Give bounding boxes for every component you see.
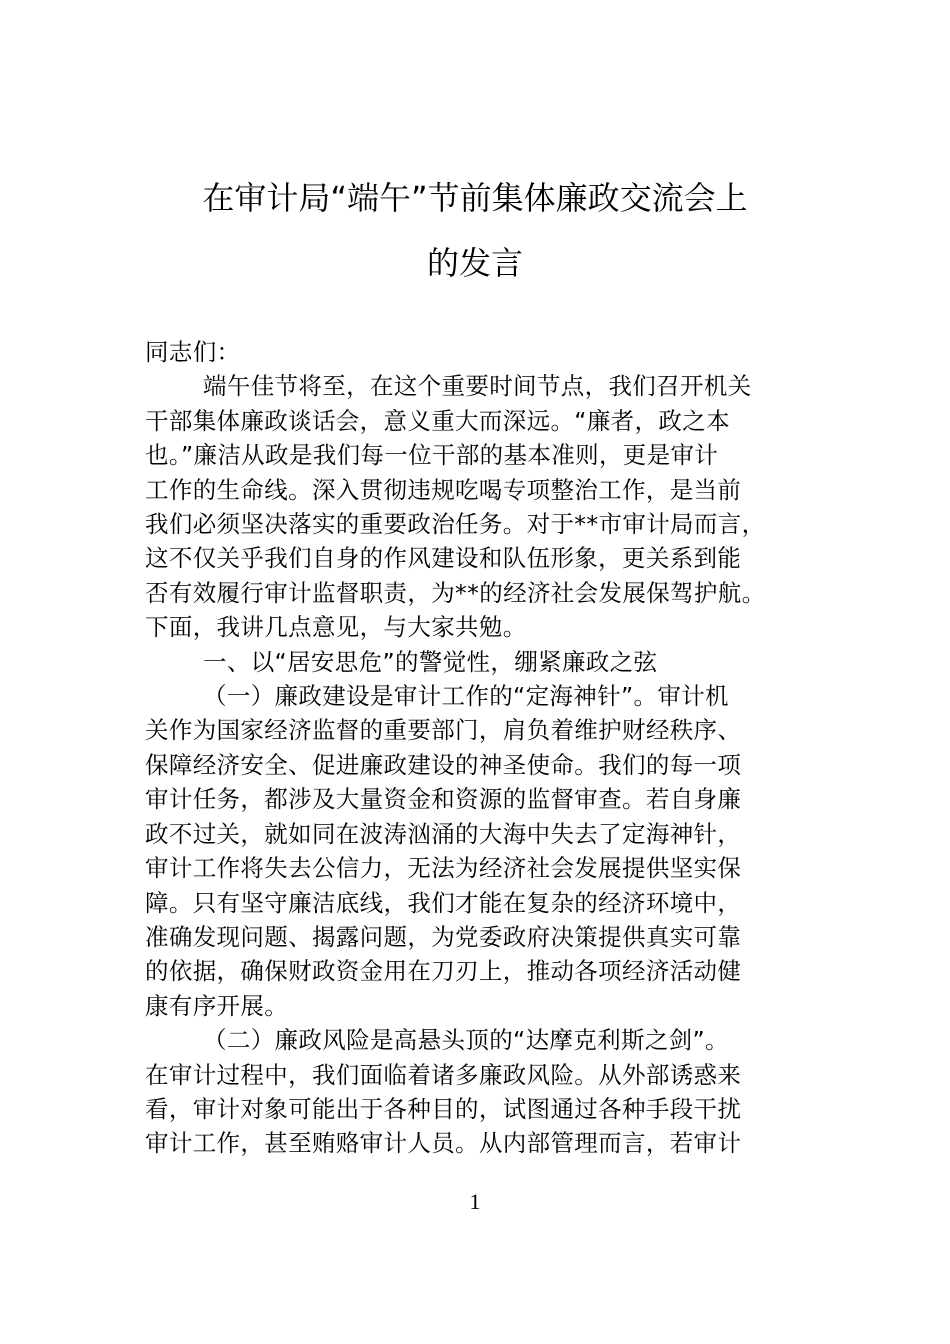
page-number: 1 bbox=[469, 1189, 481, 1214]
text-line: 下面，我讲几点意见，与大家共勉。 bbox=[145, 613, 527, 642]
text-line: 审计任务，都涉及大量资金和资源的监督审查。若自身廉 bbox=[145, 785, 742, 814]
text-line: 也。”廉洁从政是我们每一位干部的基本准则，更是审计 bbox=[145, 441, 719, 470]
text-line: 障。只有坚守廉洁底线，我们才能在复杂的经济环境中， bbox=[145, 888, 742, 917]
text-line: 端午佳节将至，在这个重要时间节点，我们召开机关 bbox=[203, 372, 752, 401]
section-heading-text: 一、以“居安思危”的警觉性，绷紧廉政之弦 bbox=[203, 647, 658, 676]
text-line: 审计工作将失去公信力，无法为经济社会发展提供坚实保 bbox=[145, 854, 742, 883]
text-line: 准确发现问题、揭露问题，为党委政府决策提供真实可靠 bbox=[145, 922, 742, 951]
document-body bbox=[145, 335, 810, 1161]
text-line: 政不过关，就如同在波涛汹涌的大海中失去了定海神针， bbox=[145, 819, 742, 848]
text-line: 审计工作，甚至贿赂审计人员。从内部管理而言，若审计 bbox=[145, 1129, 742, 1158]
text-line: 我们必须坚决落实的重要政治任务。对于**市审计局而言， bbox=[145, 510, 766, 539]
text-line: 工作的生命线。深入贯彻违规吃喝专项整治工作，是当前 bbox=[145, 475, 742, 504]
text-line: 否有效履行审计监督职责，为**的经济社会发展保驾护航。 bbox=[145, 578, 766, 607]
text-line: 干部集体廉政谈话会，意义重大而深远。“廉者，政之本 bbox=[145, 406, 730, 435]
text-line: 在审计过程中，我们面临着诸多廉政风险。从外部诱惑来 bbox=[145, 1060, 742, 1089]
text-line: 康有序开展。 bbox=[145, 991, 289, 1020]
paragraph-subsection-2 bbox=[145, 1023, 810, 1161]
title-line: 的发言 bbox=[426, 244, 523, 282]
text-line: 这不仅关乎我们自身的作风建设和队伍形象，更关系到能 bbox=[145, 544, 742, 573]
paragraph-subsection-1 bbox=[145, 679, 810, 1023]
text-line: 关作为国家经济监督的重要部门，肩负着维护财经秩序、 bbox=[145, 716, 742, 745]
document-title bbox=[140, 166, 810, 296]
text-line: （一）廉政建设是审计工作的“定海神针”。审计机 bbox=[203, 682, 729, 711]
paragraph-intro bbox=[145, 369, 810, 644]
text-line: 的依据，确保财政资金用在刀刃上，推动各项经济活动健 bbox=[145, 957, 742, 986]
section-heading-1 bbox=[145, 645, 810, 679]
text-line: （二）廉政风险是高悬头顶的“达摩克利斯之剑”。 bbox=[203, 1026, 729, 1055]
text-line: 看，审计对象可能出于各种目的，试图通过各种手段干扰 bbox=[145, 1094, 742, 1123]
title-line: 在审计局“端午”节前集体廉政交流会上 bbox=[202, 179, 748, 217]
salutation: 同志们： bbox=[145, 338, 241, 366]
text-line: 保障经济安全、促进廉政建设的神圣使命。我们的每一项 bbox=[145, 750, 742, 779]
